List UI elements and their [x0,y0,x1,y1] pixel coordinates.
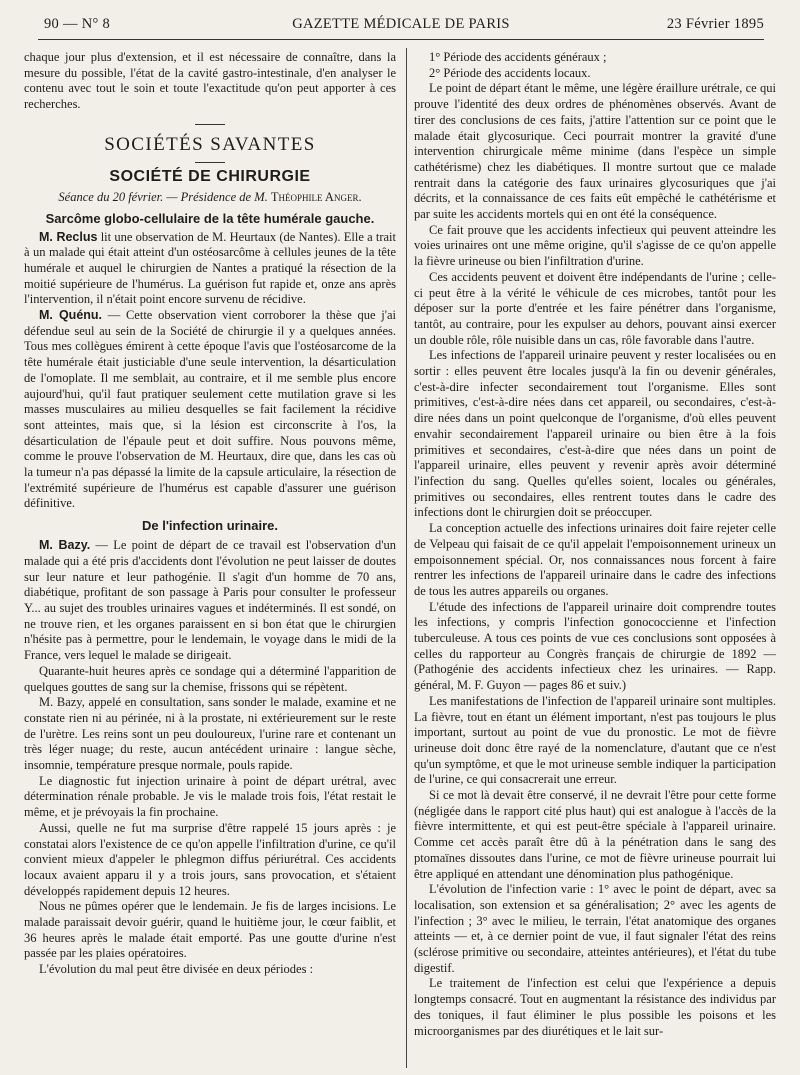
speaker-name: M. Bazy. [39,538,91,553]
paragraph: Les manifestations de l'infection de l'appareil urinaire sont multiples. La fièvre, tout en étant un élément important, n'est pas toujours le plus important, surtout au point de vue du pronostic. Le mot de fièvre urineuse doit donc être rayé de la nomenclature, d'autant que ce n'est qu'un symptôme, et que le mot urineuse semble indiquer la participation de l'urine, ce qui consacrerait une erreur. [414,693,776,787]
speaker-name: M. Reclus [39,229,98,244]
paragraph: La conception actuelle des infections urinaires doit faire rejeter celle de Velpeau qui faisait de ce qu'il appelait l'empoisonnement urineux un empoisonnement spécial. Or, nos connaissances nous forcent à faire rentrer les infections de l'appareil urinaire dans le cadre des infections de tous les autres appareils ou organes. [414,521,776,598]
left-column [24,50,396,978]
list-item: 1° Période des accidents généraux ; [429,50,607,64]
paragraph [24,230,396,309]
intro-paragraph: chaque jour plus d'extension, et il est nécessaire de connaître, dans la mesure du possible, l'état de la cavité gastro-intestinale, d'en analyser le contenu avec tout le soin et toute l'exactitude qu'on peut apporter à ces recherches. [24,50,396,112]
society-title: SOCIÉTÉ DE CHIRURGIE [109,167,311,185]
paragraph-text: — Cette observation vient corroborer la thèse que j'ai défendue seul au sein de la Société de chirurgie il y a quelques années. Tous mes collègues émirent à cette époque l'avis que l'ostéosarcome de la tête humérale était justiciable d'une seule intervention, la désarticulation de l'omoplate. Il me semblait, au contraire, et il me semble plus encore aujourd'hui, qu'il faut pratiquer seulement cette mutilation grave si les masses musculaires au milieu desquelles se fait facilement la récidive sont atteintes, mais que, si la lésion est circonscrite à l'os, la désarticulation de l'épaule peut et doit suffire. Nous pouvons même, comme le prouve l'observation de M. Heurtaux, dire que, dans les cas où la tumeur n'a pas dépassé la limite de la capsule articulaire, la résection de l'extrémité supérieure de l'humérus est capable d'assurer une guérison définitive. [24,308,396,511]
paragraph: Les infections de l'appareil urinaire peuvent y rester localisées ou en sortir : elles peuvent être locales jusqu'à la fin ou devenir générales, c'est-à-dire infecter secondairement tout l'organisme. Elles sont primitives, c'est-à-dire nées dans cet appareil, ou secondaires, c'est-à-dire nées dans un point quelconque de l'organisme, d'où elles peuvent envahir secondairement l'appareil urinaire ou bien être à la fois primitives et secondaires, c'est-à-dire que nées dans un point de l'appareil urinaire, elles peuvent y revenir après avoir déterminé l'infection du sang. Quelles qu'elles soient, locales ou générales, primitives ou secondaires, elles rentrent toutes dans le cadre des infections dont le chirurgien doit se préoccuper. [414,348,776,520]
paragraph: Si ce mot là devait être conservé, il ne devrait l'être pour cette forme (négligée dans le rapport cité plus haut) qui est analogue à l'accès de la fièvre intermittente, et qui est peut-être spéciale à l'appareil urinaire. Comme cet accès paraît être dû à la pénétration dans le sang des ptomaïnes dissoutes dans l'urine, ce mot de fièvre urineuse pourrait lui être appliqué en attendant une dénomination plus pathogénique. [414,788,776,881]
section-divider [195,162,225,163]
paragraph: Quarante-huit heures après ce sondage qui a déterminé l'apparition de quelques gouttes de sang sur la chemise, frissons qui se répètent. [24,663,396,694]
section-title: SOCIÉTÉS SAVANTES [104,133,316,155]
paragraph-text: — Le point de départ de ce travail est l'observation d'un malade qui a été pris d'accidents dont l'évolution ne peut laisser de doutes sur leur nature et leur pathogénie. Il s'agit d'un homme de 70 ans, diabétique, profitant de son passage à Paris pour consulter le professeur Y... au sujet des troubles urinaires vagues et indéterminés. Il est sondé, on ne trouve rien, et les organes paraissent en si bon état que le chirurgien n'hésite pas à permettre, pour le lendemain, le voyage dans le midi de la France, vers lequel le malade se dirigeait. [24,538,396,663]
article-subtitle: Sarcôme globo-cellulaire de la tête humérale gauche. [45,210,375,226]
paragraph: L'évolution de l'infection varie : 1° avec le point de départ, avec sa localisation, son extension et sa généralisation; 2° avec les agents de l'infection ; 3° avec le milieu, le terrain, l'état anatomique des organes atteints — et, à ce dernier point de vue, il faut signaler l'état des reins (sclérose primitive ou secondaire, atteintes antérieures), et l'état du tube digestif. [414,882,776,975]
page-number: 90 — N° 8 [44,16,111,32]
list-item: 2° Période des accidents locaux. [429,65,591,80]
paragraph: Ces accidents peuvent et doivent être indépendants de l'urine ; celle-ci peut être à la vérité le véhicule de ces microbes, tantôt pour les déposer sur la porte d'entrée et les faire pénétrer dans l'organisme, tantôt, au contraire, pour les expulser au dehors, pouvant ainsi exercer un double rôle, rôle nuisible dans un cas, rôle favorable dans l'autre. [414,269,776,347]
issue-date: 23 Février 1895 [666,16,764,32]
paragraph [24,538,396,664]
seance-line [24,190,396,206]
section-divider [195,124,225,125]
paragraph: L'évolution du mal peut être divisée en deux périodes : [39,962,314,977]
paragraph: Nous ne pûmes opérer que le lendemain. Je fis de larges incisions. Le malade paraissait devoir guérir, quand le huitième jour, le cœur faiblit, et 36 heures après le malade était emporté. Pas une goutte d'urine n'est passée par les plaies opératoires. [24,899,396,961]
column-separator [406,48,407,1068]
article-subtitle: De l'infection urinaire. [141,518,278,534]
paragraph: L'étude des infections de l'appareil urinaire doit comprendre toutes les infections, y compris l'infection gonococcienne et l'infection tuberculeuse. A tous ces points de vue ces conclusions sont opposées à celles du rapporteur au Congrès français de chirurgie de 1892 — (Pathogénie des accidents infectieux chez les urinaires. — Rapp. général, M. F. Guyon — pages 86 et suiv.) [414,599,776,693]
paragraph: Le point de départ étant le même, une légère éraillure urétrale, ce qui prouve l'identité des deux ordres de phénomènes observés. Avant de tirer des conclusions de ces faits, j'attire l'attention sur ce point que le malade était glycosurique. Ceci pourrait montrer la gravité d'une intervention chirurgicale même minime (dans l'espèce un simple cathétérisme) chez les diabétiques. Il montre surtout que ce malade rentrait dans la catégorie des faux urinaires glycosuriques que j'ai décrits, et la connaissance de ces faits eût empêché le cathétérisme et par suite les accidents mortels qui en ont été la conséquence. [414,81,776,222]
paragraph: Aussi, quelle ne fut ma surprise d'être rappelé 15 jours après : je constatai alors l'existence de ce qu'on appelle l'infiltration d'urine, ce qu'il convient mieux d'appeler le phlegmon diffus périurétral. Ces accidents locaux avaient apparu il y a trois jours, sans provocation, et s'étaient développés rapidement depuis 12 heures. [24,820,396,898]
paragraph [24,308,396,512]
paragraph: Le diagnostic fut injection urinaire à point de départ urétral, avec détermination rénale probable. Je vis le malade trois fois, l'état restait le même, et je prévoyais la fin prochaine. [24,773,396,820]
speaker-name: M. Quénu. [39,308,103,323]
page-header [38,14,764,38]
header-rule [38,39,764,40]
paragraph: M. Bazy, appelé en consultation, sans sonder le malade, examine et ne constate rien ni au périnée, ni à la prostate, ni extérieurement sur le reste de l'urètre. Les reins sont un peu douloureux, l'urine rare et contenant un très léger nuage; du reste, aucun antécédent urinaire : langue sèche, insomnie, température presque normale, pouls rapide. [24,695,396,773]
paragraph: Ce fait prouve que les accidents infectieux qui peuvent atteindre les voies urinaires ont une même origine, qu'il s'agisse de ce qu'on appelle la fièvre urineuse ou bien l'infiltration d'urine. [414,222,776,269]
journal-title: GAZETTE MÉDICALE DE PARIS [292,16,510,32]
paragraph: Le traitement de l'infection est celui que l'expérience a depuis longtemps consacré. Tout en augmentant la résistance des individus par des toniques, il faut éliminer le plus possible les poisons et les microorganismes par des diurétiques et le lait sur- [414,976,776,1038]
paragraph-text: lit une observation de M. Heurtaux (de Nantes). Elle a trait à un malade qui était atteint d'un ostéosarcôme à cellules jeunes de la tête humérale et auquel le chirurgien de Nantes a pratiqué la résection de la moitié supérieure de l'humérus. La guérison fut rapide et, onze ans après l'intervention, il n'était point encore survenu de récidive. [24,229,396,307]
seance-text: Séance du 20 février. — Présidence de M. [58,189,268,204]
president-name: Théophile Anger. [270,189,362,204]
right-column [414,50,776,1039]
